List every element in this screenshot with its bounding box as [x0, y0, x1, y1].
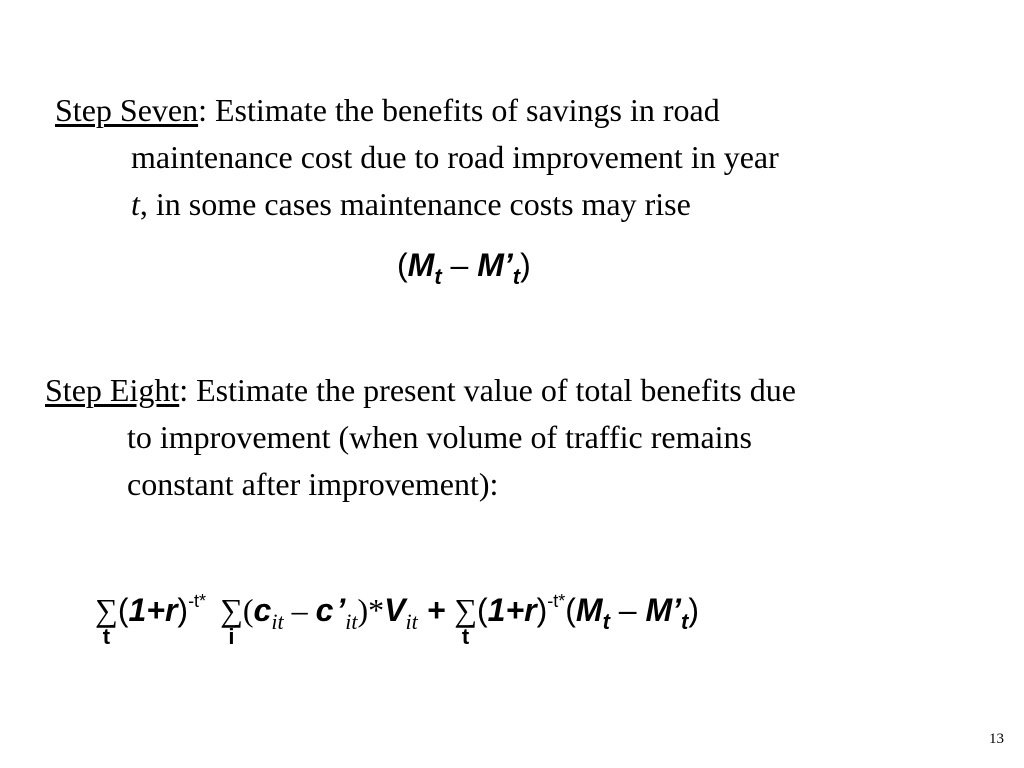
one-plus-r: 1+r: [128, 592, 178, 628]
paren-close: ): [536, 592, 548, 628]
paren-close: ): [177, 592, 189, 628]
step-eight-paragraph: [45, 367, 796, 508]
paren-open: (: [117, 592, 129, 628]
prime-mark: ’: [503, 247, 513, 283]
paren-close: ): [357, 592, 369, 628]
minus-sign: –: [441, 247, 478, 283]
step-seven-text-1: : Estimate the benefits of savings in road: [198, 92, 720, 128]
sum-index-i: i: [228, 624, 235, 649]
one-plus-r: 1+r: [487, 592, 537, 628]
prime-mark: ’: [672, 592, 682, 628]
paren-open: (: [242, 592, 254, 628]
step-seven-heading: Step Seven: [55, 92, 199, 128]
subscript-it: it: [271, 609, 284, 634]
symbol-V: V: [384, 592, 406, 628]
subscript-it: it: [345, 609, 358, 634]
paren-open: (: [477, 592, 488, 628]
step-seven-line-1: [55, 87, 779, 134]
minus-sign: –: [609, 592, 646, 628]
step-seven-line-2: [55, 134, 779, 181]
summation-over-i: [220, 590, 243, 649]
exponent: -t*: [188, 591, 207, 611]
step-eight-text-2: to improvement (when volume of traffic remains: [127, 419, 752, 455]
step-eight-line-1: [45, 367, 796, 414]
sum-index-t: t: [102, 624, 111, 649]
subscript-it: it: [405, 609, 418, 634]
symbol-M: M: [575, 592, 603, 628]
sigma-symbol: ∑: [95, 592, 118, 628]
step-eight-text-3: constant after improvement):: [127, 466, 499, 502]
maintenance-difference-formula: [397, 245, 531, 289]
step-eight-text-1: : Estimate the present value of total benefits due: [179, 372, 796, 408]
symbol-M-prime: M: [645, 592, 673, 628]
times-sign: *: [368, 592, 385, 628]
symbol-c: c: [253, 592, 272, 628]
step-eight-line-3: [45, 461, 796, 508]
step-seven-line-3: [55, 181, 779, 228]
symbol-M-prime: M: [477, 247, 504, 283]
step-seven-text-2: maintenance cost due to road improvement in year: [131, 139, 779, 175]
sum-index-t: t: [461, 624, 470, 649]
step-seven-paragraph: [55, 87, 779, 228]
subscript-t: t: [681, 609, 689, 634]
minus-sign: –: [283, 592, 316, 628]
exponent: -t*: [547, 591, 566, 611]
paren-open: (: [565, 592, 576, 628]
subscript-t: t: [434, 264, 442, 289]
plus-sign: +: [417, 592, 455, 628]
step-eight-line-2: [45, 414, 796, 461]
step-eight-heading: Step Eight: [45, 372, 180, 408]
paren-close: ): [520, 247, 531, 283]
subscript-t: t: [602, 609, 610, 634]
step-seven-text-3: , in some cases maintenance costs may rise: [139, 186, 691, 222]
summation-over-t: [95, 590, 118, 649]
symbol-c-prime: c: [315, 592, 334, 628]
sigma-symbol: ∑: [454, 592, 477, 628]
present-value-formula: [95, 590, 699, 649]
paren-close: ): [688, 592, 699, 628]
subscript-t: t: [512, 264, 521, 289]
step-seven-var-t: t: [131, 186, 140, 222]
page-number: 13: [989, 731, 1004, 747]
prime-mark: ’: [336, 592, 346, 628]
summation-over-t-2: [454, 590, 477, 649]
sigma-symbol: ∑: [220, 592, 243, 628]
symbol-M: M: [407, 247, 435, 283]
paren-open: (: [397, 247, 408, 283]
